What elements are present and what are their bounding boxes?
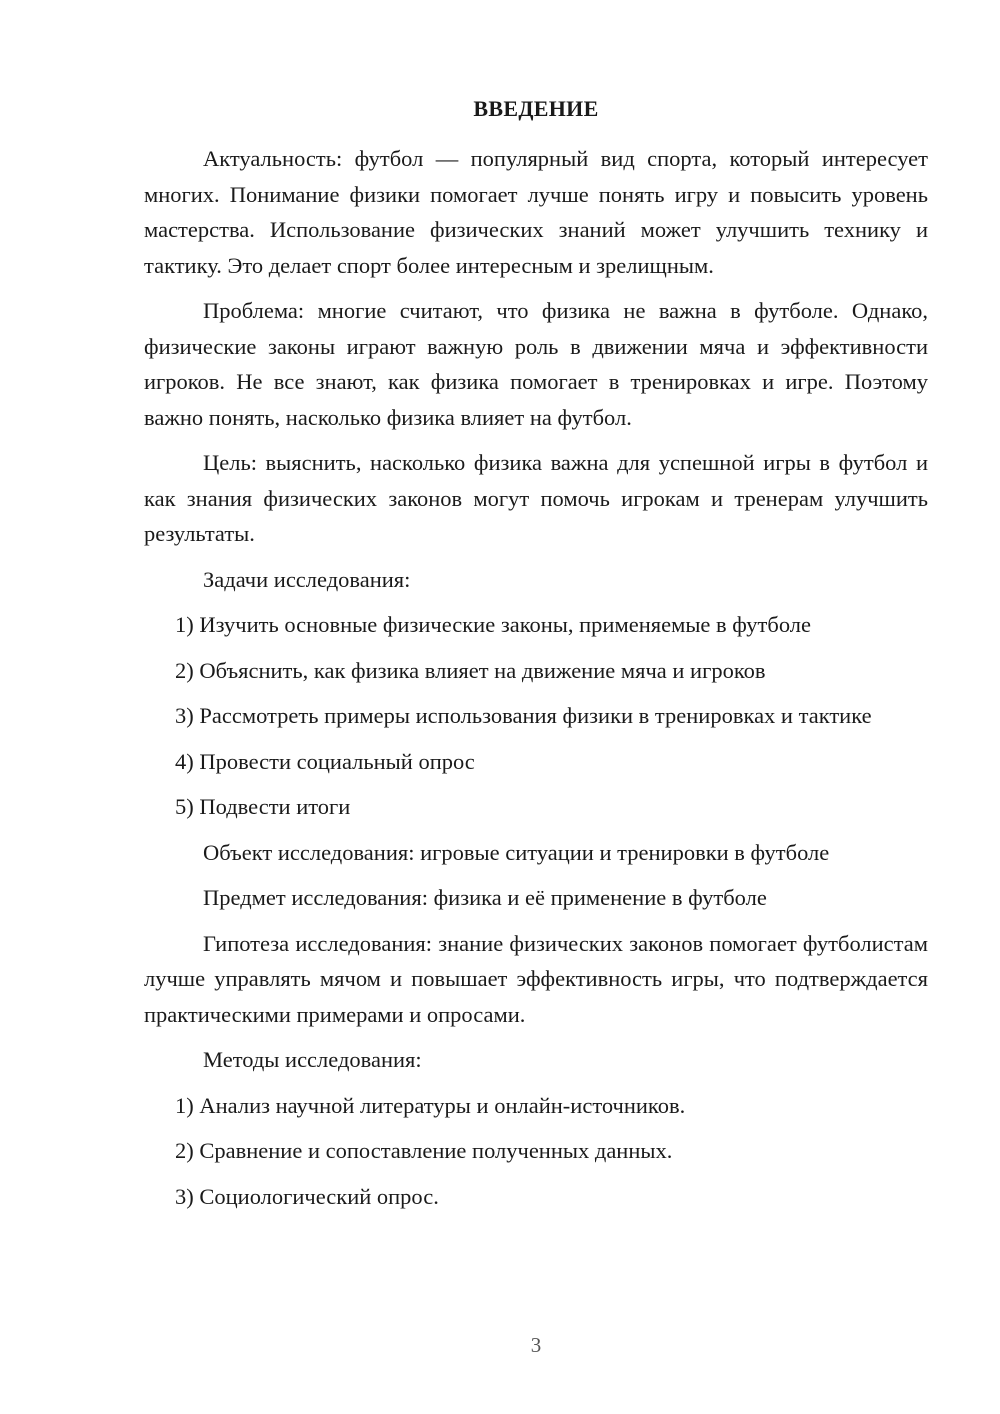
task-item-5: 5) Подвести итоги bbox=[175, 794, 351, 819]
problem-paragraph: Проблема: многие считают, что физика не важна в футболе. Однако, физические законы играют важную роль в движении мяча и эффективности игроков. Не все знают, как физика помогает в тренировках и игре. Поэтому важно понять, насколько физика влияет на футбол. bbox=[144, 298, 928, 430]
method-item-3: 3) Социологический опрос. bbox=[175, 1183, 439, 1209]
object-paragraph: Объект исследования: игровые ситуации и тренировки в футболе bbox=[203, 839, 830, 865]
method-item-1: 1) Анализ научной литературы и онлайн-источников. bbox=[175, 1092, 686, 1118]
methods-title: Методы исследования: bbox=[203, 1047, 422, 1072]
relevance-paragraph: Актуальность: футбол — популярный вид спорта, который интересует многих. Понимание физики помогает лучше понять игру и повысить уровень мастерства. Использование физических знаний может улучшить технику и тактику. Это делает спорт более интересным и зрелищным. bbox=[144, 146, 928, 278]
method-item-2: 2) Сравнение и сопоставление полученных данных. bbox=[175, 1138, 673, 1163]
tasks-title: Задачи исследования: bbox=[203, 566, 411, 592]
goal-paragraph: Цель: выяснить, насколько физика важна для успешной игры в футбол и как знания физических законов могут помочь игрокам и тренерам улучшить результаты. bbox=[144, 450, 928, 546]
hypothesis-paragraph: Гипотеза исследования: знание физических законов помогает футболистам лучше управлять мячом и повышает эффективность игры, что подтверждается практическими примерами и опросами. bbox=[144, 930, 928, 1027]
document-body bbox=[144, 141, 928, 1224]
task-item-1: 1) Изучить основные физические законы, применяемые в футболе bbox=[175, 612, 812, 637]
page-number: 3 bbox=[530, 1333, 542, 1357]
task-item-3: 3) Рассмотреть примеры использования физики в тренировках и тактике bbox=[175, 703, 872, 728]
task-item-2: 2) Объяснить, как физика влияет на движение мяча и игроков bbox=[175, 657, 766, 683]
section-heading: ВВЕДЕНИЕ bbox=[473, 96, 599, 121]
task-item-4: 4) Провести социальный опрос bbox=[175, 748, 475, 774]
subject-paragraph: Предмет исследования: физика и её применение в футболе bbox=[203, 885, 767, 910]
